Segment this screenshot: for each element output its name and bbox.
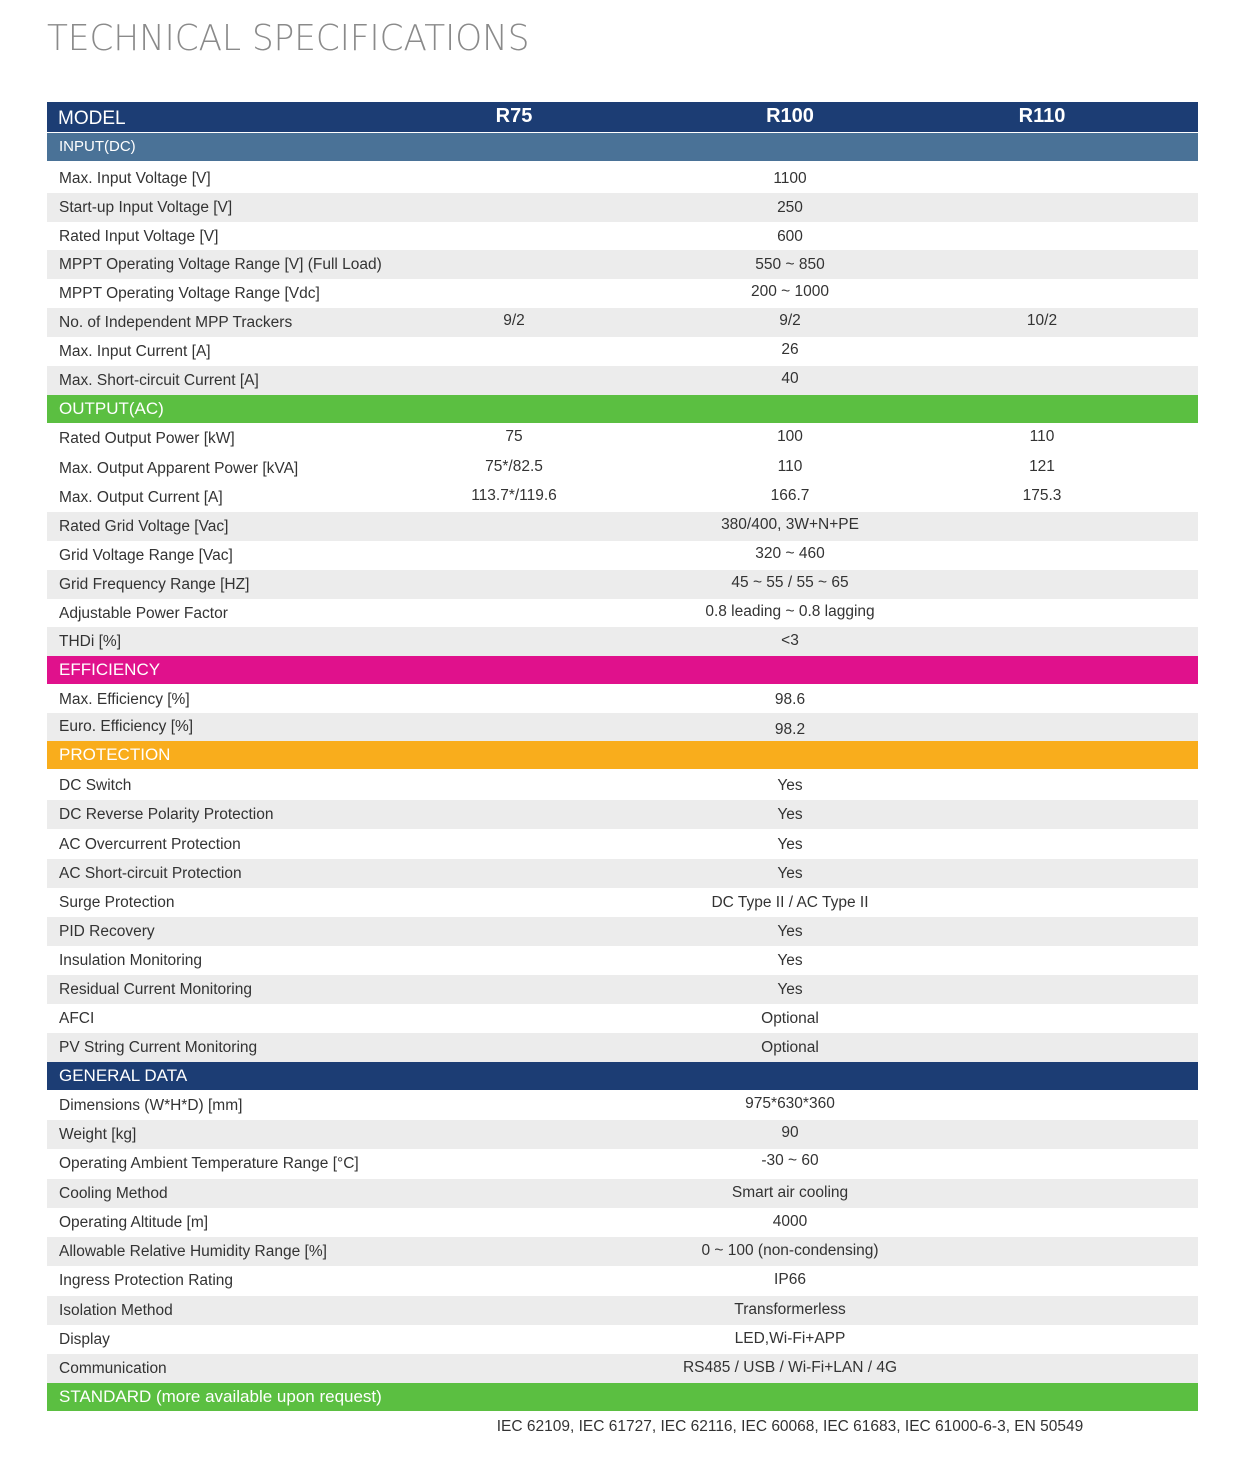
spec-label: Max. Output Apparent Power [kVA] (59, 460, 299, 477)
spec-label: PV String Current Monitoring (59, 1039, 258, 1056)
section-output: OUTPUT(AC) (47, 395, 1198, 423)
spec-value: 600 (777, 228, 803, 245)
spec-row (47, 1120, 1198, 1149)
spec-label: AFCI (59, 1010, 95, 1027)
spec-row (47, 222, 1198, 251)
spec-value: 0.8 leading ~ 0.8 lagging (705, 603, 875, 620)
spec-value-r100: 100 (777, 428, 803, 445)
page-title: TECHNICAL SPECIFICATIONS (47, 18, 530, 59)
spec-label: Insulation Monitoring (59, 952, 203, 969)
spec-row (47, 1208, 1198, 1237)
spec-label: Communication (59, 1360, 167, 1377)
spec-value: IP66 (774, 1271, 806, 1288)
spec-row (47, 1179, 1198, 1208)
spec-label: MPPT Operating Voltage Range [V] (Full Load) (59, 256, 382, 273)
spec-label: AC Overcurrent Protection (59, 836, 241, 853)
spec-row (47, 627, 1198, 656)
spec-label: DC Reverse Polarity Protection (59, 806, 274, 823)
spec-row (47, 888, 1198, 917)
spec-row (47, 599, 1198, 628)
spec-value: 380/400, 3W+N+PE (721, 516, 859, 533)
spec-value-r75: 75*/82.5 (485, 458, 543, 475)
model-r75: R75 (495, 105, 533, 127)
spec-value-r110: 121 (1029, 458, 1055, 475)
spec-value: Yes (777, 865, 803, 882)
section-general: GENERAL DATA (47, 1062, 1198, 1090)
spec-value: 98.6 (774, 691, 806, 708)
spec-value: -30 ~ 60 (761, 1152, 819, 1169)
spec-row (47, 917, 1198, 946)
spec-value: Smart air cooling (731, 1184, 849, 1201)
spec-value: <3 (781, 632, 799, 649)
spec-row (47, 1325, 1198, 1354)
spec-label: Adjustable Power Factor (59, 605, 228, 622)
spec-row (47, 685, 1198, 714)
standard-list: IEC 62109, IEC 61727, IEC 62116, IEC 60068, IEC 61683, IEC 61000-6-3, EN 50549 (496, 1418, 1084, 1435)
spec-value: Transformerless (734, 1301, 846, 1318)
spec-label: Operating Altitude [m] (59, 1214, 209, 1231)
spec-value: LED,Wi-Fi+APP (734, 1330, 846, 1347)
spec-value: Yes (777, 806, 803, 823)
spec-row (47, 800, 1198, 829)
model-header-row (47, 102, 1198, 132)
spec-value: 26 (781, 341, 799, 358)
spec-value: 320 ~ 460 (755, 545, 825, 562)
spec-row (47, 193, 1198, 222)
spec-label: MPPT Operating Voltage Range [Vdc] (59, 285, 320, 302)
spec-row (47, 366, 1198, 395)
spec-row (47, 1266, 1198, 1295)
spec-value: 1100 (773, 170, 807, 187)
spec-label: PID Recovery (59, 923, 155, 940)
spec-row (47, 570, 1198, 599)
spec-value-r75: 113.7*/119.6 (471, 487, 557, 504)
spec-row (47, 1149, 1198, 1178)
spec-value: Yes (777, 952, 803, 969)
spec-value: Optional (761, 1039, 819, 1056)
spec-label: Residual Current Monitoring (59, 981, 252, 998)
model-r110: R110 (1018, 105, 1066, 127)
spec-row (47, 713, 1198, 741)
spec-value: 550 ~ 850 (755, 256, 825, 273)
spec-value-r100: 9/2 (779, 312, 801, 329)
spec-value-r110: 110 (1029, 428, 1055, 445)
spec-value: 975*630*360 (745, 1095, 835, 1112)
spec-row (47, 771, 1198, 800)
spec-value-r75: 9/2 (503, 312, 525, 329)
section-protection: PROTECTION (47, 741, 1198, 769)
spec-label: Max. Short-circuit Current [A] (59, 372, 259, 389)
spec-value: Yes (777, 981, 803, 998)
spec-row (47, 483, 1198, 512)
spec-value: 40 (781, 370, 799, 387)
spec-label: Isolation Method (59, 1302, 173, 1319)
spec-value-r100: 110 (777, 458, 803, 475)
spec-value: DC Type II / AC Type II (711, 894, 869, 911)
spec-value: 98.2 (774, 721, 806, 738)
spec-row (47, 164, 1198, 193)
spec-label: AC Short-circuit Protection (59, 865, 242, 882)
spec-row (47, 1237, 1198, 1266)
spec-label: DC Switch (59, 777, 132, 794)
spec-value: RS485 / USB / Wi-Fi+LAN / 4G (682, 1359, 898, 1376)
spec-value: Yes (777, 923, 803, 940)
spec-label: Operating Ambient Temperature Range [°C] (59, 1155, 359, 1172)
spec-row (47, 946, 1198, 975)
spec-value: Yes (777, 777, 803, 794)
spec-value-r110: 175.3 (1022, 487, 1062, 504)
spec-label: Grid Frequency Range [HZ] (59, 576, 250, 593)
spec-label: Ingress Protection Rating (59, 1272, 234, 1289)
spec-row (47, 975, 1198, 1004)
section-input: INPUT(DC) (47, 133, 1198, 161)
spec-label: Display (59, 1331, 110, 1348)
spec-label: Rated Output Power [kW] (59, 430, 235, 447)
spec-row (47, 454, 1198, 483)
spec-value: 200 ~ 1000 (750, 283, 830, 300)
spec-row (47, 1004, 1198, 1033)
spec-label: Max. Input Current [A] (59, 343, 211, 360)
spec-label: Max. Output Current [A] (59, 489, 223, 506)
spec-label: Start-up Input Voltage [V] (59, 199, 233, 216)
spec-value: 0 ~ 100 (non-condensing) (701, 1242, 879, 1259)
spec-label: Max. Input Voltage [V] (59, 170, 211, 187)
spec-value-r110: 10/2 (1026, 312, 1058, 329)
spec-value: 45 ~ 55 / 55 ~ 65 (731, 574, 849, 591)
spec-value-r75: 75 (505, 428, 523, 445)
spec-value: 4000 (772, 1213, 808, 1230)
spec-label: Cooling Method (59, 1185, 168, 1202)
spec-row (47, 1354, 1198, 1383)
spec-label: Grid Voltage Range [Vac] (59, 547, 233, 564)
spec-row (47, 1033, 1198, 1062)
spec-row (47, 308, 1198, 337)
spec-row (47, 1091, 1198, 1120)
spec-value: 250 (777, 199, 803, 216)
spec-label: Weight [kg] (59, 1126, 137, 1143)
spec-label: Surge Protection (59, 894, 175, 911)
spec-row (47, 1296, 1198, 1325)
spec-label: No. of Independent MPP Trackers (59, 314, 293, 331)
spec-label: THDi [%] (59, 633, 121, 650)
spec-value: Yes (777, 836, 803, 853)
spec-label: Allowable Relative Humidity Range [%] (59, 1243, 327, 1260)
spec-row (47, 424, 1198, 453)
spec-row (47, 512, 1198, 541)
section-efficiency: EFFICIENCY (47, 656, 1198, 684)
spec-label: Rated Input Voltage [V] (59, 228, 219, 245)
spec-label: Euro. Efficiency [%] (59, 718, 194, 735)
spec-label: Max. Efficiency [%] (59, 691, 190, 708)
spec-row (47, 250, 1198, 279)
section-standard: STANDARD (more available upon request) (47, 1383, 1198, 1411)
spec-value: Optional (761, 1010, 819, 1027)
spec-row (47, 859, 1198, 888)
spec-row (47, 279, 1198, 308)
spec-value-r100: 166.7 (770, 487, 810, 504)
spec-row (47, 337, 1198, 366)
spec-row (47, 541, 1198, 570)
model-r100: R100 (766, 105, 814, 127)
spec-value: 90 (781, 1124, 799, 1141)
spec-label: Rated Grid Voltage [Vac] (59, 518, 229, 535)
spec-row (47, 830, 1198, 859)
spec-label: Dimensions (W*H*D) [mm] (59, 1097, 243, 1114)
model-label: MODEL (58, 108, 126, 129)
